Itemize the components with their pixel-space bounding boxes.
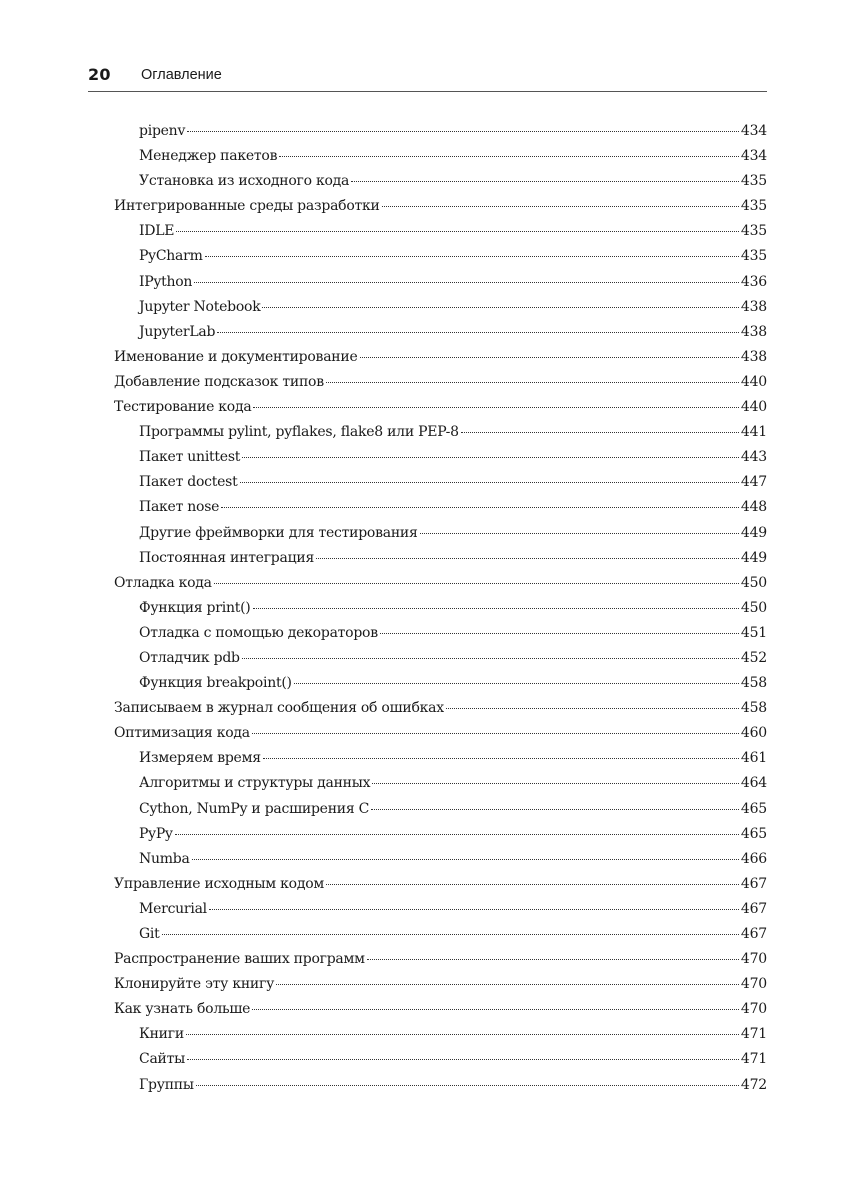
- toc-entry-title: Cython, NumPy и расширения C: [139, 800, 370, 817]
- toc-entry[interactable]: [114, 119, 767, 144]
- toc-dot-leader: [194, 282, 739, 283]
- toc-entry-title: Группы: [139, 1076, 194, 1093]
- toc-entry[interactable]: [114, 445, 767, 470]
- toc-dot-leader: [187, 131, 739, 132]
- toc-entry[interactable]: [114, 470, 767, 495]
- toc-entry-title: Измеряем время: [139, 750, 261, 767]
- toc-entry-title: Numba: [139, 850, 190, 867]
- toc-entry-title: Программы pylint, pyflakes, flake8 или PEP-8: [139, 424, 459, 441]
- toc-entry[interactable]: [114, 922, 767, 947]
- toc-entry-title: IPython: [139, 273, 193, 290]
- toc-entry-title: Распространение ваших программ: [114, 951, 365, 968]
- toc-entry[interactable]: [114, 671, 767, 696]
- toc-dot-leader: [316, 558, 739, 559]
- toc-entry-page: 441: [740, 424, 767, 441]
- toc-dot-leader: [371, 809, 739, 810]
- toc-entry[interactable]: [114, 270, 767, 295]
- toc-entry-page: 438: [740, 298, 767, 315]
- toc-entry-title: Добавление подсказок типов: [114, 373, 324, 390]
- toc-entry[interactable]: [114, 345, 767, 370]
- toc-entry[interactable]: [114, 571, 767, 596]
- toc-entry-page: 440: [740, 373, 767, 390]
- toc-entry-title: Именование и документирование: [114, 348, 358, 365]
- toc-entry-page: 435: [740, 173, 767, 190]
- toc-entry-page: 440: [740, 399, 767, 416]
- toc-entry[interactable]: [114, 797, 767, 822]
- toc-entry-page: 435: [740, 248, 767, 265]
- toc-dot-leader: [242, 658, 739, 659]
- toc-entry-page: 448: [740, 499, 767, 516]
- toc-dot-leader: [240, 482, 739, 483]
- toc-entry-title: Установка из исходного кода: [139, 173, 350, 190]
- page-header: [88, 62, 767, 92]
- toc-dot-leader: [217, 332, 739, 333]
- toc-entry[interactable]: [114, 169, 767, 194]
- toc-entry-title: pipenv: [139, 123, 186, 139]
- toc-entry-page: 472: [740, 1076, 767, 1093]
- toc-entry[interactable]: [114, 144, 767, 169]
- toc-entry-title: Функция breakpoint(): [139, 675, 292, 692]
- toc-entry-page: 470: [740, 951, 767, 968]
- toc-entry-page: 470: [740, 1001, 767, 1018]
- toc-entry-page: 467: [740, 900, 767, 917]
- toc-entry[interactable]: [114, 1073, 767, 1098]
- toc-entry-page: 465: [740, 800, 767, 817]
- toc-entry-page: 435: [740, 198, 767, 215]
- toc-entry-page: 471: [740, 1026, 767, 1043]
- toc-dot-leader: [446, 708, 739, 709]
- toc-entry-title: Jupyter Notebook: [139, 298, 261, 315]
- toc-entry-title: Mercurial: [139, 900, 207, 917]
- toc-dot-leader: [209, 909, 739, 910]
- toc-entry-title: Интегрированные среды разработки: [114, 198, 380, 215]
- toc-entry-page: 465: [740, 825, 767, 842]
- toc-entry-title: Оптимизация кода: [114, 725, 250, 742]
- toc-entry[interactable]: [114, 521, 767, 546]
- toc-entry-title: Управление исходным кодом: [114, 875, 325, 892]
- toc-dot-leader: [176, 231, 739, 232]
- toc-entry-page: 471: [740, 1051, 767, 1068]
- toc-entry-title: Отладка кода: [114, 574, 212, 591]
- toc-entry-page: 467: [740, 926, 767, 942]
- toc-entry[interactable]: [114, 244, 767, 269]
- toc-entry-title: IDLE: [139, 223, 175, 240]
- page-number: 20: [88, 65, 111, 84]
- toc-entry-page: 434: [740, 123, 767, 139]
- toc-dot-leader: [372, 783, 739, 784]
- table-of-contents: [114, 119, 767, 1098]
- toc-entry-page: 449: [740, 524, 767, 541]
- toc-entry[interactable]: [114, 646, 767, 671]
- toc-entry-page: 434: [740, 148, 767, 165]
- toc-entry-title: Пакет doctest: [139, 474, 238, 491]
- toc-dot-leader: [279, 156, 739, 157]
- toc-entry[interactable]: [114, 621, 767, 646]
- toc-dot-leader: [253, 407, 738, 408]
- toc-entry[interactable]: [114, 997, 767, 1022]
- toc-entry-title: Записываем в журнал сообщения об ошибках: [114, 700, 444, 717]
- toc-entry[interactable]: [114, 194, 767, 219]
- toc-entry[interactable]: [114, 822, 767, 847]
- toc-entry-page: 436: [740, 273, 767, 290]
- toc-entry-title: JupyterLab: [139, 323, 216, 340]
- toc-entry-page: 464: [740, 775, 767, 792]
- toc-dot-leader: [360, 357, 739, 358]
- toc-entry[interactable]: [114, 771, 767, 796]
- toc-entry[interactable]: [114, 897, 767, 922]
- toc-entry[interactable]: [114, 872, 767, 897]
- toc-entry-page: 443: [740, 449, 767, 466]
- toc-entry-page: 451: [740, 624, 767, 641]
- toc-entry[interactable]: [114, 370, 767, 395]
- toc-entry-title: Функция print(): [139, 599, 251, 616]
- toc-entry-page: 470: [740, 976, 767, 993]
- toc-dot-leader: [461, 432, 739, 433]
- toc-entry[interactable]: [114, 746, 767, 771]
- toc-entry[interactable]: [114, 219, 767, 244]
- toc-dot-leader: [382, 206, 739, 207]
- toc-entry-title: Книги: [139, 1026, 184, 1043]
- toc-entry-title: Сайты: [139, 1051, 186, 1068]
- toc-dot-leader: [242, 457, 739, 458]
- toc-dot-leader: [276, 984, 739, 985]
- toc-dot-leader: [186, 1034, 739, 1035]
- toc-entry-title: PyCharm: [139, 248, 203, 265]
- running-title: Оглавление: [141, 67, 222, 83]
- toc-entry-page: 438: [740, 323, 767, 340]
- toc-dot-leader: [205, 256, 739, 257]
- toc-entry-title: PyPy: [139, 825, 173, 842]
- toc-entry-page: 458: [740, 675, 767, 692]
- toc-entry-title: Другие фреймворки для тестирования: [139, 524, 418, 541]
- toc-dot-leader: [192, 859, 739, 860]
- toc-dot-leader: [380, 633, 739, 634]
- toc-entry[interactable]: [114, 395, 767, 420]
- toc-entry[interactable]: [114, 847, 767, 872]
- toc-entry-page: 450: [740, 574, 767, 591]
- toc-entry-page: 458: [740, 700, 767, 717]
- toc-entry-title: Пакет nose: [139, 499, 220, 516]
- toc-entry[interactable]: [114, 295, 767, 320]
- toc-entry-title: Клонируйте эту книгу: [114, 976, 275, 993]
- toc-entry-page: 435: [740, 223, 767, 240]
- toc-entry-title: Git: [139, 926, 160, 942]
- toc-entry[interactable]: [114, 972, 767, 997]
- toc-entry-title: Отладчик pdb: [139, 649, 240, 666]
- toc-dot-leader: [187, 1059, 739, 1060]
- toc-dot-leader: [420, 533, 739, 534]
- toc-dot-leader: [263, 758, 739, 759]
- toc-entry-page: 438: [740, 348, 767, 365]
- toc-entry-title: Алгоритмы и структуры данных: [139, 775, 371, 792]
- toc-entry[interactable]: [114, 596, 767, 621]
- toc-entry-title: Как узнать больше: [114, 1001, 251, 1018]
- toc-dot-leader: [351, 181, 739, 182]
- toc-entry-title: Пакет unittest: [139, 449, 241, 466]
- toc-entry[interactable]: [114, 546, 767, 571]
- toc-dot-leader: [252, 1009, 739, 1010]
- toc-entry-title: Тестирование кода: [114, 399, 252, 416]
- toc-entry[interactable]: [114, 1047, 767, 1072]
- toc-entry-title: Отладка с помощью декораторов: [139, 624, 378, 641]
- toc-dot-leader: [214, 583, 739, 584]
- toc-dot-leader: [252, 733, 739, 734]
- toc-entry-page: 461: [740, 750, 767, 767]
- toc-dot-leader: [326, 382, 739, 383]
- toc-dot-leader: [326, 884, 739, 885]
- toc-dot-leader: [221, 507, 739, 508]
- toc-dot-leader: [162, 934, 739, 935]
- toc-entry[interactable]: [114, 320, 767, 345]
- toc-entry[interactable]: [114, 947, 767, 972]
- toc-entry[interactable]: [114, 495, 767, 520]
- toc-dot-leader: [294, 683, 739, 684]
- toc-dot-leader: [196, 1085, 739, 1086]
- toc-entry-title: Менеджер пакетов: [139, 148, 278, 165]
- toc-entry[interactable]: [114, 420, 767, 445]
- toc-entry-page: 450: [740, 599, 767, 616]
- toc-entry[interactable]: [114, 721, 767, 746]
- toc-entry-page: 467: [740, 875, 767, 892]
- toc-entry-page: 449: [740, 549, 767, 566]
- toc-entry[interactable]: [114, 696, 767, 721]
- toc-entry-page: 447: [740, 474, 767, 491]
- toc-entry-page: 452: [740, 649, 767, 666]
- toc-dot-leader: [175, 834, 739, 835]
- toc-dot-leader: [367, 959, 739, 960]
- toc-dot-leader: [253, 608, 739, 609]
- toc-entry-page: 460: [740, 725, 767, 742]
- toc-entry[interactable]: [114, 1022, 767, 1047]
- toc-dot-leader: [262, 307, 738, 308]
- toc-entry-page: 466: [740, 850, 767, 867]
- toc-entry-title: Постоянная интеграция: [139, 549, 315, 566]
